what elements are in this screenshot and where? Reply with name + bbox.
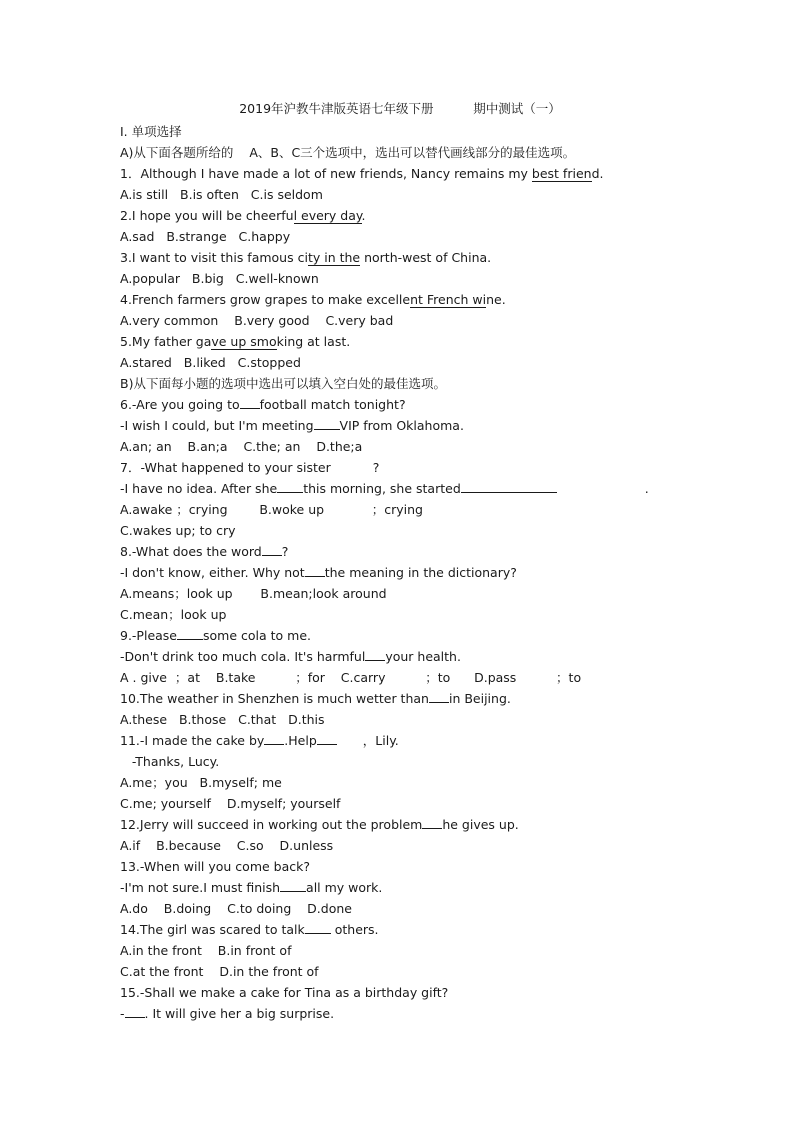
question-14-options-1: A.in the front B.in front of (120, 943, 292, 958)
part-b-instruction: B)从下面每小题的选项中选出可以填入空白处的最佳选项。 (120, 376, 446, 391)
question-10: 10.The weather in Shenzhen is much wetter than in Beijing. (120, 688, 680, 709)
question-6-line-2: -I wish I could, but I'm meeting VIP from Oklahoma. (120, 415, 680, 436)
question-6-options: A.an; an B.an;a C.the; an D.the;a (120, 439, 363, 454)
answer-blank (125, 1003, 145, 1018)
answer-blank (305, 562, 325, 577)
question-7-options-2: C.wakes up; to cry (120, 523, 236, 538)
question-5-options: A.stared B.liked C.stopped (120, 355, 301, 370)
question-9-options: A . give ；at B.take ；for C.carry ；to D.pass ；to (120, 670, 582, 685)
question-11-options-1: A.me；you B.myself; me (120, 775, 282, 790)
question-11-options-2: C.me; yourself D.myself; yourself (120, 796, 341, 811)
question-15-line-2: - . It will give her a big surprise. (120, 1003, 680, 1024)
document-title: 2019年沪教牛津版英语七年级下册 期中测试（一） (239, 101, 561, 116)
question-4-options: A.very common B.very good C.very bad (120, 313, 394, 328)
answer-blank (429, 688, 449, 703)
question-8-line-2: -I don't know, either. Why not the meaning in the dictionary? (120, 562, 680, 583)
question-5: 5.My father gave up smoking at last. (120, 334, 351, 349)
question-7-line-2: -I have no idea. After she this morning, she started . (120, 478, 680, 499)
answer-blank (262, 541, 282, 556)
question-2: 2.I hope you will be cheerful every day. (120, 208, 366, 223)
question-11-line-1: 11.-I made the cake by .Help ，Lily. (120, 730, 680, 751)
question-14-options-2: C.at the front D.in the front of (120, 964, 319, 979)
question-7-options-1: A.awake ；crying B.woke up ；crying (120, 502, 423, 517)
underlined-phrase: nt French wi (410, 292, 487, 307)
question-4: 4.French farmers grow grapes to make excellent French wine. (120, 292, 506, 307)
answer-blank (264, 730, 284, 745)
section-heading: Ⅰ. 单项选择 (120, 124, 182, 139)
answer-blank (422, 814, 442, 829)
question-8-options-1: A.means；look up B.mean;look around (120, 586, 387, 601)
question-12: 12.Jerry will succeed in working out the problem he gives up. (120, 814, 680, 835)
answer-blank (317, 730, 337, 745)
question-3-options: A.popular B.big C.well-known (120, 271, 319, 286)
question-12-options: A.if B.because C.so D.unless (120, 838, 334, 853)
answer-blank (314, 415, 340, 430)
answer-blank (305, 919, 331, 934)
underlined-phrase: ty in the (307, 250, 361, 265)
question-9-line-2: -Don't drink too much cola. It's harmful your health. (120, 646, 680, 667)
answer-blank (240, 394, 260, 409)
question-1-options: A.is still B.is often C.is seldom (120, 187, 323, 202)
answer-blank (280, 877, 306, 892)
question-15-line-1: 15.-Shall we make a cake for Tina as a birthday gift? (120, 985, 449, 1000)
underlined-phrase: ve up smo (211, 334, 277, 349)
part-a-instruction: A)从下面各题所给的 A、B、C三个选项中，选出可以替代画线部分的最佳选项。 (120, 145, 576, 160)
question-13-line-1: 13.-When will you come back? (120, 859, 311, 874)
underlined-phrase: l every day (293, 208, 362, 223)
answer-blank (461, 478, 557, 493)
question-8-line-1: 8.-What does the word ? (120, 541, 680, 562)
question-6-line-1: 6.-Are you going to football match tonight? (120, 394, 680, 415)
answer-blank (177, 625, 203, 640)
question-13-options: A.do B.doing C.to doing D.done (120, 901, 352, 916)
answer-blank (365, 646, 385, 661)
question-7-line-1: 7．-What happened to your sister ? (120, 460, 380, 475)
question-13-line-2: -I'm not sure.I must finish all my work. (120, 877, 680, 898)
question-9-line-1: 9.-Please some cola to me. (120, 625, 680, 646)
question-2-options: A.sad B.strange C.happy (120, 229, 291, 244)
underlined-phrase: best frien (531, 166, 592, 181)
question-14: 14.The girl was scared to talk others. (120, 919, 680, 940)
answer-blank (277, 478, 303, 493)
question-list (120, 121, 680, 1024)
question-11-line-2: -Thanks, Lucy. (120, 754, 220, 769)
question-3: 3.I want to visit this famous city in the north-west of China. (120, 250, 492, 265)
question-10-options: A.these B.those C.that D.this (120, 712, 325, 727)
question-8-options-2: C.mean；look up (120, 607, 227, 622)
question-1: 1．Although I have made a lot of new friends, Nancy remains my best friend. (120, 166, 604, 181)
